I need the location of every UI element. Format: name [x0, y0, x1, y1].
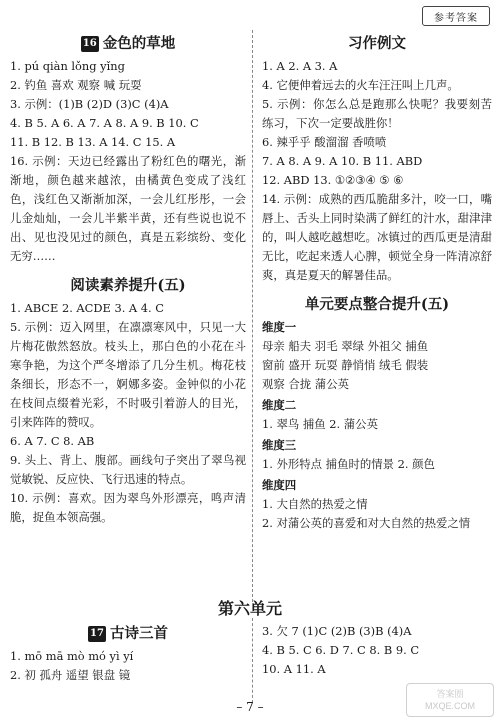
answer-line: 4. B 5. C 6. D 7. C 8. B 9. C [262, 643, 420, 657]
section-title-golden-meadow: 16 金色的草地 [10, 34, 246, 53]
column-divider-bottom [252, 618, 253, 703]
page-number: – 7 – [236, 700, 264, 714]
answer-line: 1. A 2. A 3. A [262, 59, 338, 73]
answer-line: 1. 翠鸟 捕鱼 2. 蒲公英 [262, 417, 378, 431]
answer-paragraph: 16. 示例：天边已经露出了粉红色的曙光，渐渐地，颜色越来越浓，由橘黄色变成了浅红色，浅红色又渐渐加深，一会儿红彤彤，一会儿金灿灿，一会儿半紫半黄，还有些说也说不出、见也没见过的颜色，真是五彩缤纷、变化无穷…… [10, 154, 246, 263]
answer-key-tag: 参考答案 [422, 6, 490, 26]
dimension-label: 维度二 [262, 398, 297, 412]
answer-line: 1. mō mā mò mó yì yí [10, 649, 134, 663]
word-line: 窗前 盛开 玩耍 静悄悄 绒毛 假装 [262, 358, 429, 372]
answer-line: 3. 欠 7 (1)C (2)B (3)B (4)A [262, 624, 412, 638]
answer-line: 7. A 8. A 9. A 10. B 11. ABD [262, 154, 423, 168]
answer-line: 6. A 7. C 8. AB [10, 434, 95, 448]
dimension-label: 维度三 [262, 438, 297, 452]
right-column [262, 32, 492, 533]
answer-line: 1. pú qiàn lǒng yǐng [10, 59, 125, 73]
answer-paragraph: 4. 它便伸着远去的火车汪汪叫上几声。 [262, 78, 459, 92]
bottom-left-section [10, 622, 246, 685]
answer-paragraph: 14. 示例：成熟的西瓜脆甜多汁，咬一口，嘴唇上、舌头上同时染满了鲜红的汁水，甜津津的，叫人越吃越想吃。冰镇过的西瓜更是清甜无比，吃起来透人心脾，顿觉全身一阵清凉舒爽，真是夏天的解暑佳品。 [262, 192, 492, 282]
word-line: 母亲 船夫 羽毛 翠绿 外祖父 捕鱼 [262, 339, 429, 353]
section-title-reading-1: 阅读素养提升(五) [70, 277, 186, 294]
bottom-right-section [262, 622, 492, 679]
section-title-ancient-poems: 17 古诗三首 [10, 624, 246, 643]
section-title-writing-example: 习作例文 [348, 35, 406, 52]
answer-paragraph: 10. 示例：喜欢。因为翠鸟外形漂亮，鸣声清脆，捉鱼本领高强。 [10, 491, 246, 524]
dimension-label: 维度一 [262, 320, 297, 334]
lesson-number-badge: 16 [81, 36, 99, 52]
unit-six-title: 第六单元 [217, 599, 282, 618]
answer-line: 2. 初 孤舟 遥望 银盘 镜 [10, 668, 131, 682]
word-line: 观察 合拢 蒲公英 [262, 377, 349, 391]
answer-line: 4. B 5. A 6. A 7. A 8. A 9. B 10. C [10, 116, 199, 130]
answer-line: 1. ABCE 2. ACDE 3. A 4. C [10, 301, 164, 315]
answer-line: 1. 外形特点 捕鱼时的情景 2. 颜色 [262, 457, 435, 471]
section-title-unit-review: 单元要点整合提升(五) [304, 296, 450, 313]
answer-paragraph: 9. 头上、背上、腹部。画线句子突出了翠鸟视觉敏锐、反应快、飞行迅速的特点。 [10, 453, 246, 486]
left-column [10, 32, 246, 527]
watermark-logo: 答案圈 MXQE.COM [406, 683, 494, 717]
answer-line: 2. 钓鱼 喜欢 观察 喊 玩耍 [10, 78, 142, 92]
answer-line: 10. A 11. A [262, 662, 326, 676]
column-divider [252, 30, 253, 602]
answer-line: 12. ABD 13. ①②③④ ⑤ ⑥ [262, 173, 404, 187]
answer-line: 3. 示例：(1)B (2)D (3)C (4)A [10, 97, 169, 111]
answer-line: 2. 对蒲公英的喜爱和对大自然的热爱之情 [262, 516, 471, 530]
answer-line: 11. B 12. B 13. A 14. C 15. A [10, 135, 176, 149]
answer-paragraph: 5. 示例：迈入网里，在凛凛寒风中，只见一大片梅花傲然怒放。枝头上，那白色的小花在斗寒争艳，为这个严冬增添了几分生机。梅花枝条细长，形态不一，婀娜多姿。金钟似的小花在枝间点缀着光彩，不时吸引着游人的目光，引来阵阵的赞叹。 [10, 320, 246, 429]
answer-line: 1. 大自然的热爱之情 [262, 497, 368, 511]
lesson-number-badge: 17 [88, 626, 106, 642]
answer-paragraph: 5. 示例：你怎么总是跑那么快呢？我要刻苦练习，下次一定要战胜你！ [262, 97, 492, 130]
answer-line: 6. 辣乎乎 酸溜溜 香喷喷 [262, 135, 387, 149]
dimension-label: 维度四 [262, 478, 297, 492]
